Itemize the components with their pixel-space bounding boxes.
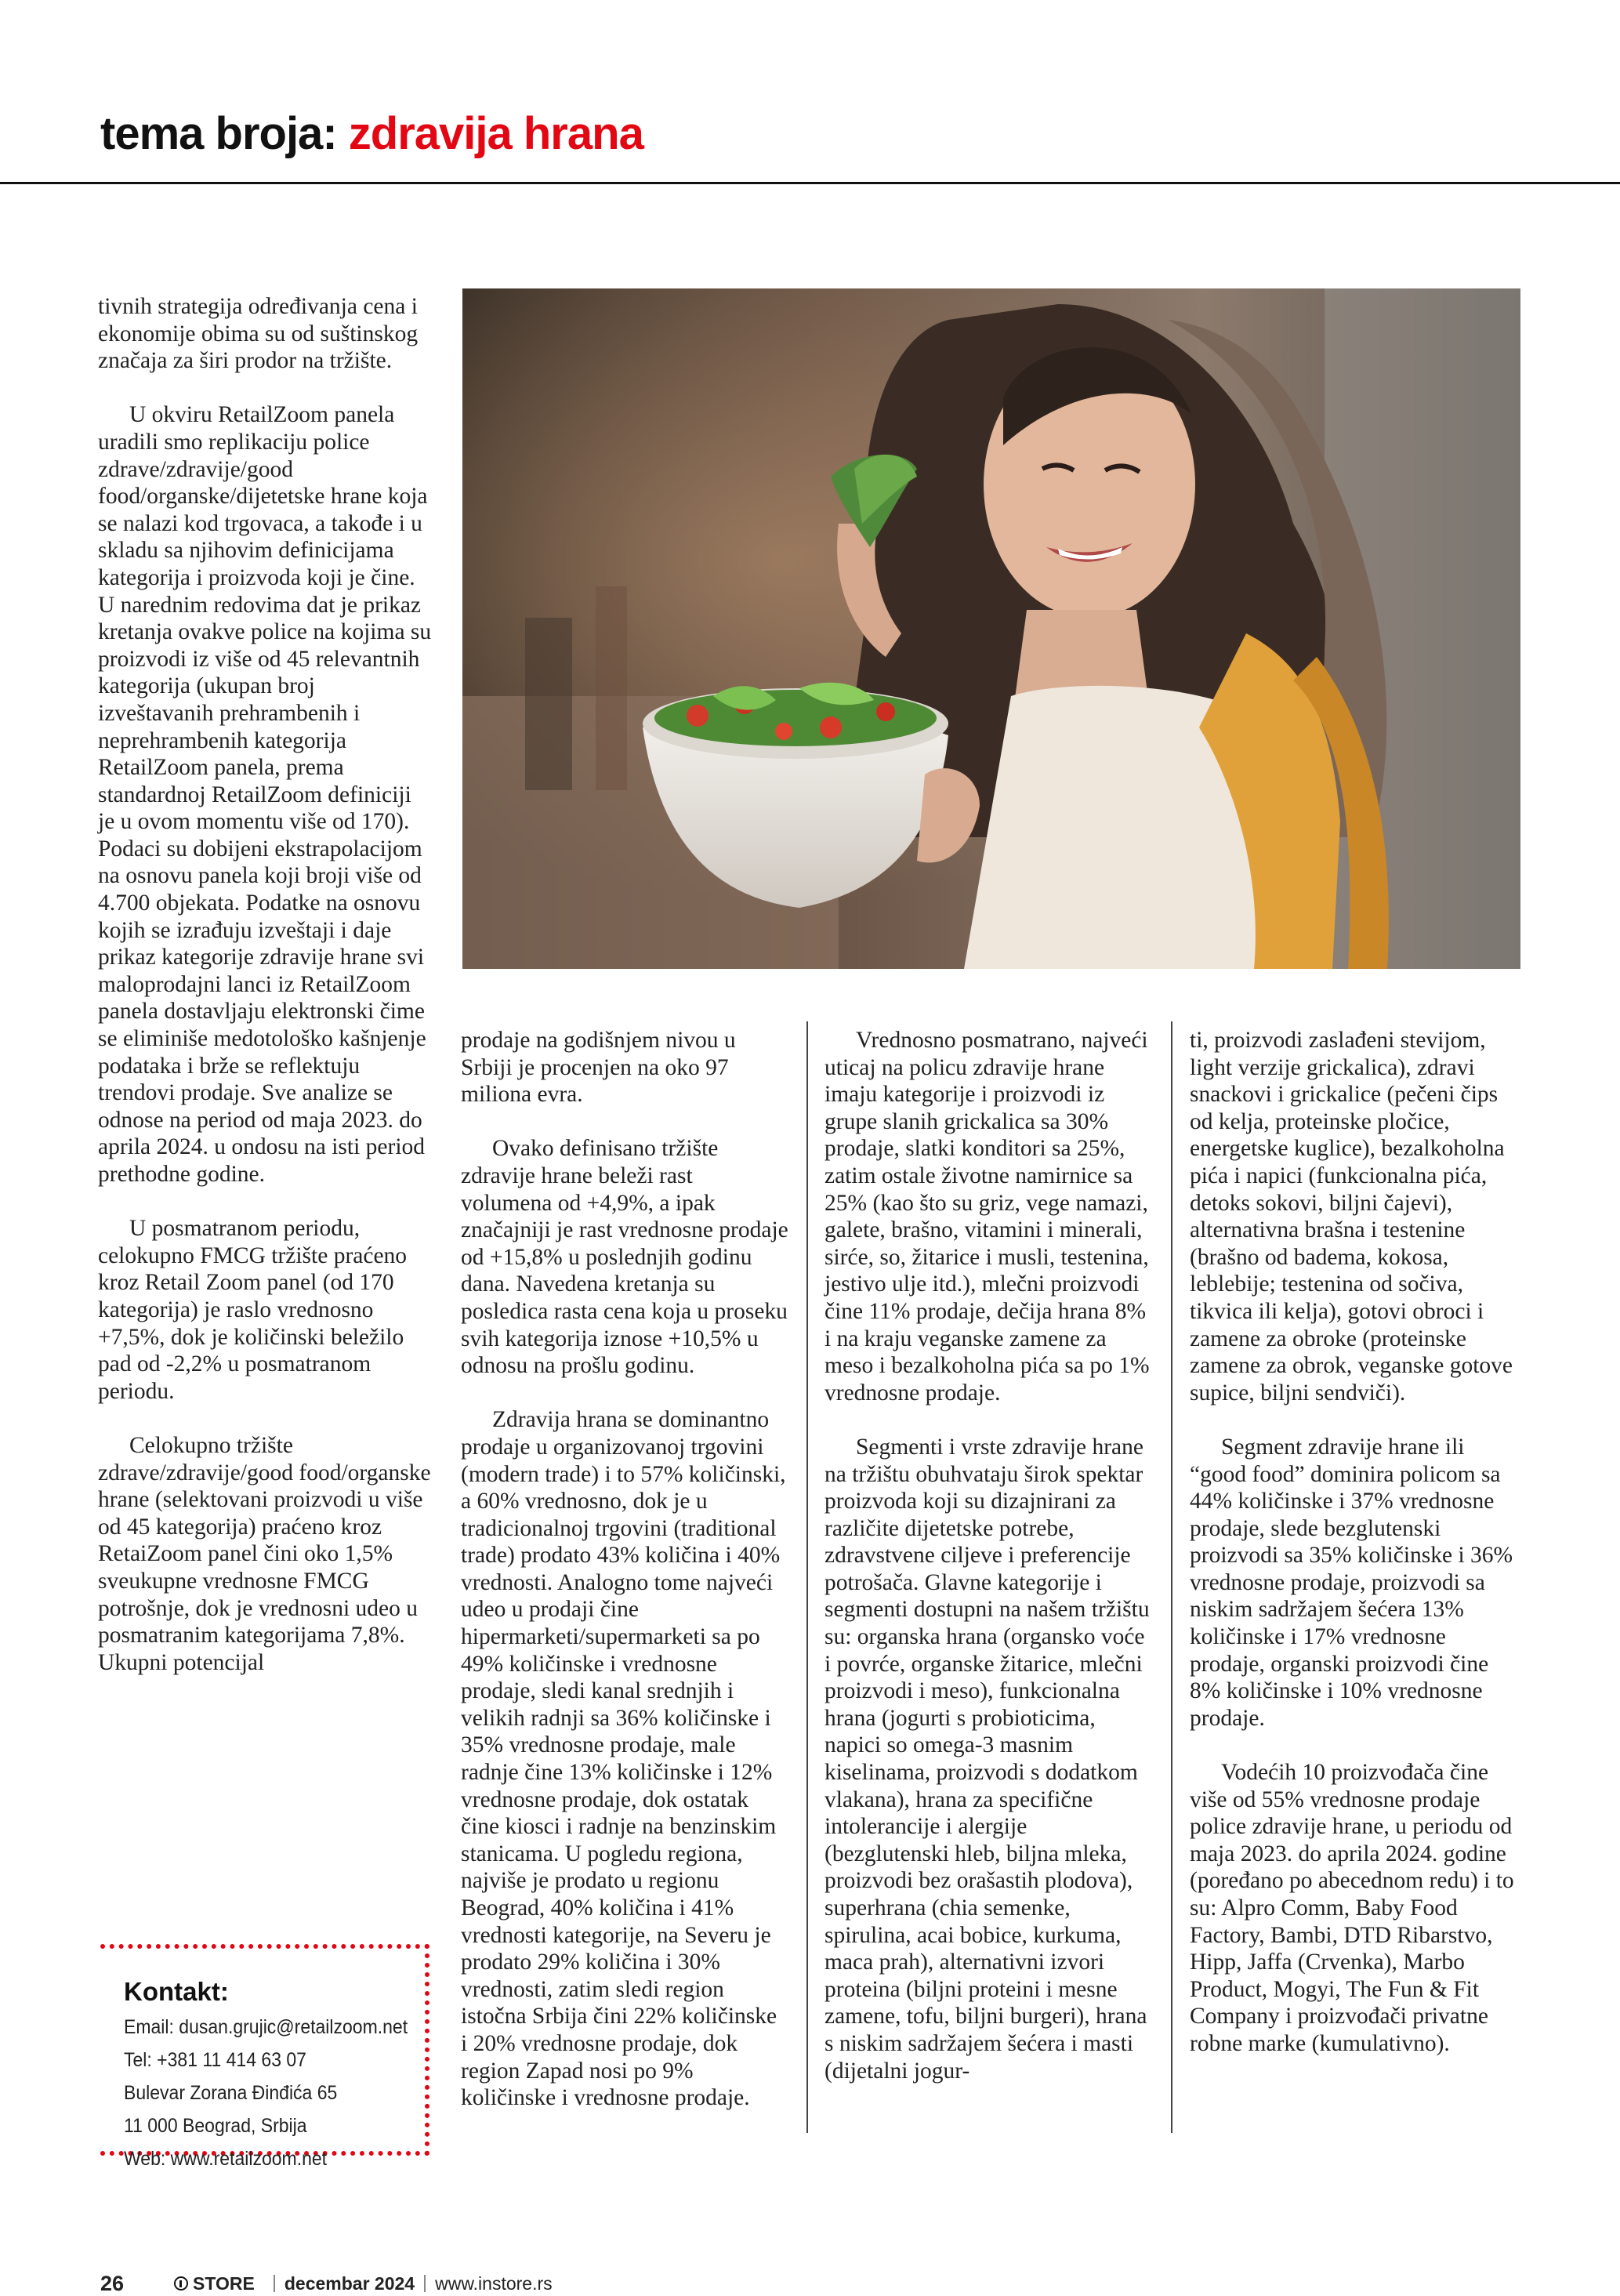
paragraph: tivnih strategija određivanja cena i ekonomije obima su od suštinskog značaja za širi prodor na tržište. [98, 294, 419, 374]
header-topic: zdravija hrana [348, 108, 643, 159]
paragraph: U okviru RetailZoom panela uradili smo replikaciju police zdrave/zdravije/good food/organske/dijetetske hrane koja se nalazi kod trgovaca, a takođe i u skladu sa njihovim definicijama kategorija i proizvoda koji je čine. U narednim redovima dat je prikaz kretanja ovakve police na kojima su proizvodi iz više od 45 relevantnih kategorija (ukupan broj izveštavanih prehrambenih i neprehrambenih kategorija RetailZoom panela, prema standardnoj RetailZoom definiciji je u ovom momentu više od 170). Podaci su dobijeni ekstrapolacijom na osnovu panela koji broji više od 4.700 objekata. Podatke na osnovu kojih se izrađuju izveštaji i daje prikaz kategorije zdravije hrane svi maloprodajni lanci iz RetailZoom panela dostavljaju elektronski čime se eliminiše medotološko kašnjenje podataka i brže se reflektuju trendovi prodaje. Sve analize se odnose na period od maja 2023. do aprila 2024. u ondosu na isti period prethodne godine. [98, 402, 432, 1187]
paragraph: U posmatranom periodu, celokupno FMCG tržište praćeno kroz Retail Zoom panel (od 170 kategorija) je raslo vrednosno +7,5%, dok je količinski beležilo pad od -2,2% u posmatranom periodu. [98, 1216, 408, 1404]
contact-address: Bulevar Zorana Đinđića 65 [124, 2082, 338, 2104]
header-kicker: tema broja: [100, 108, 337, 159]
contact-box [100, 1944, 429, 2170]
article-photo-woman-eating-salad [462, 288, 1520, 969]
paragraph: Segmenti i vrste zdravije hrane na tržištu obuhvataju širok spektar proizvoda koji su dizajnirani za različite dijetetske potrebe, zdravstvene ciljeve i preferencije potrošača. Glavne kategorije i segmenti dostupni na našem tržištu su: organska hrana (organsko voće i povrće, organske žitarice, mlečni proizvodi i meso), funkcionalna hrana (jogurti s probioticima, napici so omega-3 masnim kiselinama, proizvodi s dodatkom vlakana), hrana za specifične intolerancije i alergije (bezglutenski hleb, biljna mleka, proizvodi bez orašastih plodova), superhrana (chia semenke, spirulina, acai bobice, kurkuma, maca prah), alternativni izvori proteina (biljni proteini i mesne zamene, tofu, biljni burgeri), hrana s niskim sadržajem šećera i masti (dijetalni jogur- [824, 1434, 1150, 2084]
contact-email[interactable]: Email: dusan.grujic@retailzoom.net [124, 2016, 408, 2038]
page-footer [100, 2272, 553, 2295]
footer-url[interactable]: www.instore.rs [435, 2272, 553, 2294]
instore-logo-icon [174, 2276, 188, 2291]
paragraph: prodaje na godišnjem nivou u Srbiji je procenjen na oko 97 miliona evra. [461, 1028, 736, 1108]
paragraph: Zdravija hrana se dominantno prodaje u organizovanoj trgovini (modern trade) i to 57% količinski, a 60% vrednosno, dok je u tradicionalnoj trgovini (traditional trade) prodato 43% količina i 40% vrednosti. Analogno tome najveći udeo u prodaji čine hipermarketi/supermarketi sa po 49% količinske i vrednosne prodaje, sledi kanal srednjih i velikih radnji sa 36% količinske i 35% vrednosne prodaje, male radnje čine 13% količinske i 12% vrednosne prodaje, dok ostatak čine kiosci i radnje na benzinskim stanicama. U pogledu regiona, najviše je prodato u regionu Beograd, 40% količina i 41% vrednosti kategorije, na Severu je prodato 29% količina i 30% vrednosti, zatim sledi region istočna Srbija čini 22% količinske i 20% vrednosne prodaje, dok region Zapad nosi po 9% količinske i vrednosne prodaje. [461, 1407, 786, 2111]
header-rule [0, 182, 1620, 184]
article-column-2 [461, 1027, 788, 2112]
paragraph: Vodećih 10 proizvođača čine više od 55% vrednosne prodaje police zdravije hrane, u periodu od maja 2023. do aprila 2024. godine (poređano po abecednom redu) i to su: Alpro Comm, Baby Food Factory, Bambi, DTD Ribarstvo, Hipp, Jaffa (Crvenka), Marbo Product, Mogyi, The Fun & Fit Company i proizvođači privatne robne marke (kumulativno). [1190, 1760, 1514, 2056]
article-column-4 [1190, 1027, 1519, 2058]
contact-phone: Tel: +381 11 414 63 07 [124, 2049, 306, 2071]
footer-separator [424, 2275, 426, 2292]
paragraph: Celokupno tržište zdrave/zdravije/good food/organske hrane (selektovani proizvodi u više od 45 kategorija) praćeno kroz RetaiZoom panel čini oko 1,5% sveukupne vrednosne FMCG potrošnje, dok je vrednosni udeo u posmatranim kategorijama 7,8%. Ukupni potencijal [98, 1432, 431, 1675]
column-divider [1171, 1021, 1172, 2133]
contact-heading: Kontakt: [124, 1977, 229, 2006]
page-number: 26 [100, 2271, 125, 2295]
page-header-title [100, 108, 643, 159]
paragraph: Segment zdravije hrane ili “good food” dominira policom sa 44% količinske i 37% vrednosne prodaje, slede bezglutenski proizvodi sa 35% količinske i 36% vrednosne prodaje, proizvodi sa niskim sadržajem šećera 13% količinske i 17% vrednosne prodaje, organski proizvodi čine 8% količinske i 10% vrednosne prodaje. [1190, 1434, 1513, 1731]
paragraph: Vrednosno posmatrano, najveći uticaj na policu zdravije hrane imaju kategorije i proizvodi iz grupe slanih grickalica sa 30% prodaje, slatki konditori sa 25%, zatim ostale životne namirnice sa 25% (kao što su griz, vege namazi, galete, brašno, vitamini i minerali, sirće, so, žitarice i musli, testenina, jestivo ulje itd.), mlečni proizvodi čine 11% prodaje, dečija hrana 8% i na kraju veganske zamene za meso i bezalkoholna pića sa po 1% vrednosne prodaje. [824, 1028, 1150, 1406]
article-column-3 [824, 1027, 1152, 2084]
article-column-1 [98, 293, 433, 1676]
contact-city: 11 000 Beograd, Srbija [124, 2115, 307, 2137]
footer-separator [274, 2275, 275, 2292]
contact-web[interactable]: Web: www.retailzoom.net [124, 2148, 328, 2170]
column-divider [806, 1021, 808, 2133]
paragraph: ti, proizvodi zaslađeni stevijom, light verzije grickalica), zdravi snackovi i grickalice (pečeni čips od kelja, proteinske pločice, energetske kuglice), bezalkoholna pića i napici (funkcionalna pića, detoks sokovi, biljni čajevi), alternativna brašna i testenine (brašno od badema, kokosa, leblebije; testenina od sočiva, tikvica ili kelja), gotovi obroci i zamene za obroke (proteinske zamene za obrok, veganske gotove supice, biljni sendviči). [1190, 1028, 1513, 1406]
paragraph: Ovako definisano tržište zdravije hrane beleži rast volumena od +4,9%, a ipak značajniji je rast vrednosne prodaje od +15,8% u poslednjih godinu dana. Navedena kretanja su posledica rasta cena koja u proseku svih kategorija iznose +10,5% u odnosu na prošlu godinu. [461, 1136, 788, 1379]
footer-brand: STORE [193, 2272, 255, 2294]
footer-issue: decembar 2024 [284, 2272, 415, 2294]
